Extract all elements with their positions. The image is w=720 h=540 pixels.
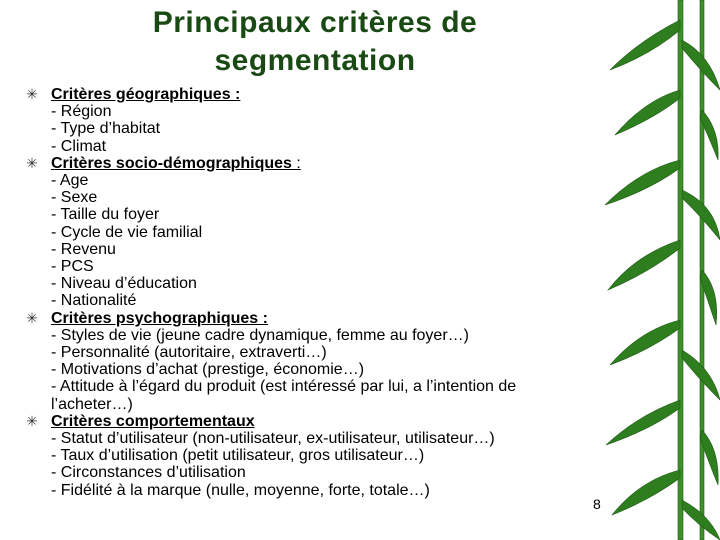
list-item: - Niveau d’éducation xyxy=(51,275,197,293)
slide-title xyxy=(100,4,530,80)
bamboo-leaves-icon xyxy=(600,0,720,540)
list-item: - Statut d’utilisateur (non-utilisateur, ex-utilisateur, utilisateur…) xyxy=(51,430,495,448)
section-heading: Critères géographiques : xyxy=(51,86,241,103)
list-item: - Taille du foyer xyxy=(51,206,160,224)
slide-title-line-1: Principaux critères de xyxy=(152,6,478,39)
list-item: - PCS xyxy=(51,258,94,276)
section-behavioral xyxy=(0,413,600,499)
list-item: - Fidélité à la marque (nulle, moyenne, forte, totale…) xyxy=(51,481,430,499)
asterisk-bullet-icon: ✳ xyxy=(26,86,38,102)
list-item: - Attitude à l’égard du produit (est intéressé par lui, a l’intention de l’acheter…) xyxy=(51,378,517,413)
list-item: - Styles de vie (jeune cadre dynamique, femme au foyer…) xyxy=(51,326,469,344)
list-item: - Nationalité xyxy=(51,292,137,310)
section-heading: Critères socio-démographiques : xyxy=(51,154,301,172)
list-item: - Type d’habitat xyxy=(51,120,161,138)
list-item: - Climat xyxy=(51,137,107,155)
section-psychographic xyxy=(0,310,600,413)
list-item: - Sexe xyxy=(51,189,98,207)
asterisk-bullet-icon: ✳ xyxy=(26,412,38,429)
list-item: - Revenu xyxy=(51,240,116,258)
list-item: - Circonstances d’utilisation xyxy=(51,464,246,482)
section-heading: Critères comportementaux xyxy=(51,412,255,430)
slide-title-line-2: segmentation xyxy=(214,44,416,77)
list-item: - Région xyxy=(51,103,112,121)
section-socio-demographic xyxy=(0,155,600,310)
slide-content xyxy=(0,86,600,499)
list-item: - Taux d’utilisation (petit utilisateur, gros utilisateur…) xyxy=(51,447,425,465)
section-geographic xyxy=(0,86,600,155)
list-item: - Age xyxy=(51,172,89,190)
asterisk-bullet-icon: ✳ xyxy=(26,309,38,326)
asterisk-bullet-icon: ✳ xyxy=(26,154,38,171)
list-item: - Personnalité (autoritaire, extraverti…) xyxy=(51,344,327,362)
list-item: - Cycle de vie familial xyxy=(51,223,203,241)
page-number: 8 xyxy=(593,496,601,512)
section-heading: Critères psychographiques : xyxy=(51,309,268,327)
list-item: - Motivations d’achat (prestige, économie…) xyxy=(51,361,365,379)
